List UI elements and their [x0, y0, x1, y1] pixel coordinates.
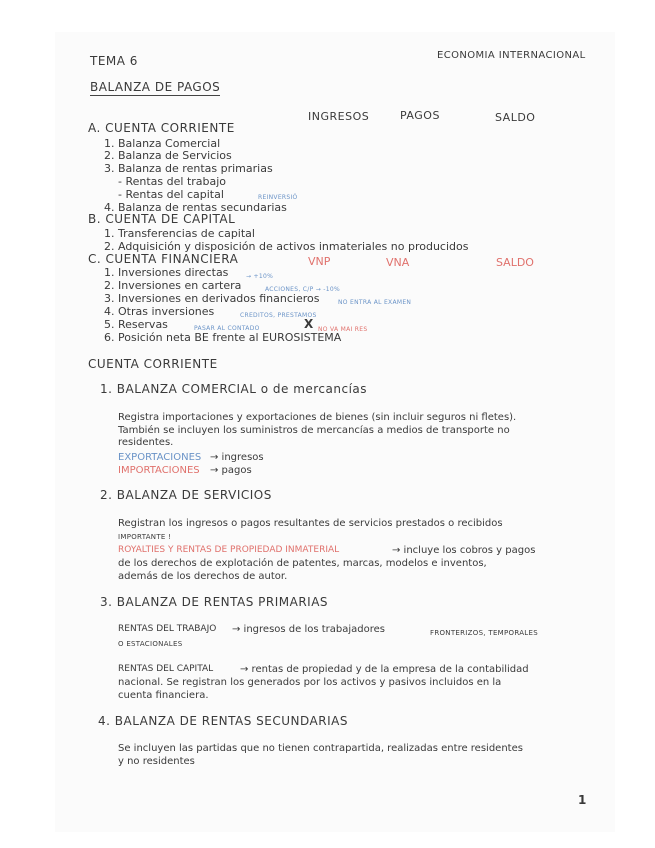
cf-note: ACCIONES, C/P → -10% [265, 286, 340, 293]
x-note: NO VA MAI RES [318, 326, 368, 333]
balanza-servicios-title: 2. BALANZA DE SERVICIOS [100, 488, 272, 502]
col-pagos: PAGOS [400, 109, 440, 122]
importaciones-label: IMPORTACIONES [118, 465, 200, 476]
royalties-label: ROYALTIES Y RENTAS DE PROPIEDAD INMATERIAL [118, 545, 340, 555]
bc-line: residentes. [118, 437, 174, 448]
tema-label: TEMA 6 [90, 54, 138, 68]
royalties-text: → incluye los cobros y pagos [392, 545, 536, 556]
rp-line: cuenta financiera. [118, 690, 209, 701]
col-vnp: VNP [308, 255, 331, 268]
bs-line: de los derechos de explotación de patentes, marcas, modelos e inventos, [118, 558, 487, 569]
rentas-trabajo-caps2: O ESTACIONALES [118, 640, 183, 648]
section-title: BALANZA DE PAGOS [90, 80, 221, 94]
col-saldo-financiera: SALDO [496, 256, 534, 269]
x-mark: X [304, 317, 314, 331]
cf-note: CREDITOS, PRESTAMOS [240, 312, 317, 319]
rentas-trabajo-caps: FRONTERIZOS, TEMPORALES [430, 629, 538, 637]
rentas-trabajo-text: → ingresos de los trabajadores [232, 624, 386, 635]
cf-item: 6. Posición neta BE frente al EUROSISTEMA [104, 331, 342, 344]
exportaciones-value: → ingresos [210, 452, 264, 463]
cf-note: PASAR AL CONTADO [194, 325, 260, 332]
ck-item: 2. Adquisición y disposición de activos inmateriales no producidos [104, 240, 469, 253]
cuenta-financiera-title: C. CUENTA FINANCIERA [88, 252, 239, 266]
rs-line: y no residentes [118, 756, 195, 767]
importaciones-value: → pagos [210, 465, 252, 476]
cc-subitem: - Rentas del trabajo [118, 175, 227, 188]
cc-item: 3. Balanza de rentas primarias [104, 162, 273, 175]
cc-item: 1. Balanza Comercial [104, 137, 221, 150]
col-vna: VNA [386, 256, 410, 269]
bs-line: además de los derechos de autor. [118, 571, 288, 582]
rentas-trabajo-label: RENTAS DEL TRABAJO [118, 624, 217, 634]
bc-line: También se incluyen los suministros de mercancías a medios de transporte no [118, 425, 510, 436]
cf-item: 1. Inversiones directas [104, 266, 229, 279]
rentas-capital-text: → rentas de propiedad y de la empresa de la contabilidad [240, 664, 529, 675]
col-saldo: SALDO [495, 111, 536, 124]
cc-item: 4. Balanza de rentas secundarias [104, 201, 287, 214]
cf-item: 2. Inversiones en cartera [104, 279, 242, 292]
balanza-comercial-title: 1. BALANZA COMERCIAL o de mercancías [100, 382, 368, 396]
rs-line: Se incluyen las partidas que no tienen contrapartida, realizadas entre residentes [118, 743, 523, 754]
subject-label: ECONOMIA INTERNACIONAL [437, 50, 586, 61]
rp-line: nacional. Se registran los generados por los activos y pasivos incluidos en la [118, 677, 502, 688]
cuenta-corriente-title: A. CUENTA CORRIENTE [88, 121, 235, 135]
exportaciones-label: EXPORTACIONES [118, 452, 202, 463]
cc-subitem: - Rentas del capital [118, 188, 224, 201]
rentas-primarias-title: 3. BALANZA DE RENTAS PRIMARIAS [100, 595, 329, 609]
col-ingresos: INGRESOS [308, 110, 370, 123]
rentas-secundarias-title: 4. BALANZA DE RENTAS SECUNDARIAS [98, 714, 348, 728]
cf-item: 4. Otras inversiones [104, 305, 215, 318]
bs-line: Registran los ingresos o pagos resultantes de servicios prestados o recibidos [118, 518, 503, 529]
cf-note: → +10% [246, 273, 274, 280]
rentas-capital-label: RENTAS DEL CAPITAL [118, 664, 214, 674]
cuenta-capital-title: B. CUENTA DE CAPITAL [88, 212, 236, 226]
ck-item: 1. Transferencias de capital [104, 227, 255, 240]
importante-label: IMPORTANTE ! [118, 533, 172, 541]
cc-item: 2. Balanza de Servicios [104, 149, 232, 162]
bc-line: Registra importaciones y exportaciones de bienes (sin incluir seguros ni fletes). [118, 412, 517, 423]
cf-item: 5. Reservas [104, 318, 168, 331]
cf-note: NO ENTRA AL EXAMEN [338, 299, 412, 306]
cf-item: 3. Inversiones en derivados financieros [104, 292, 320, 305]
cc-section-title: CUENTA CORRIENTE [88, 357, 218, 371]
page-number: 1 [578, 793, 587, 807]
reinversio-note: REINVERSIÓ [258, 194, 298, 201]
